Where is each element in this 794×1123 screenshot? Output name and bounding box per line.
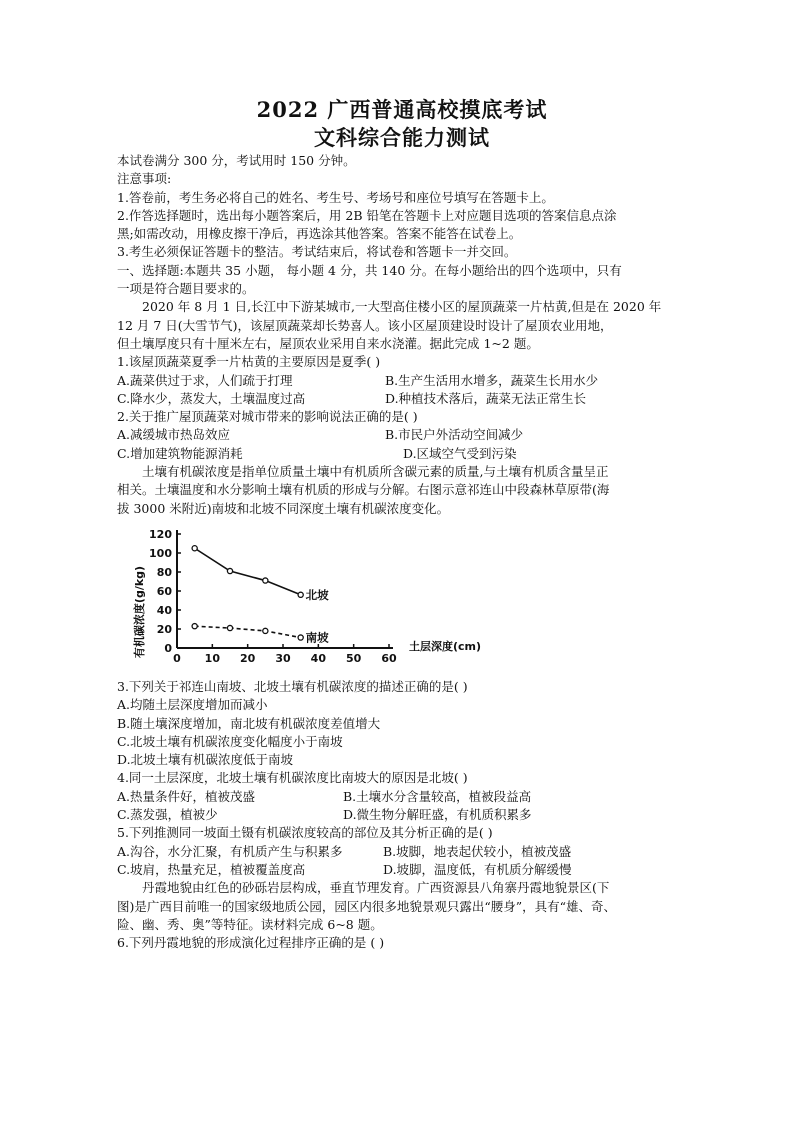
series-label: 南坡 <box>305 630 329 645</box>
passage-line: 2020 年 8 月 1 日,长江中下游某城市,一大型高住楼小区的屋顶蔬菜一片枯黄,但是在 2020 年 <box>142 299 662 315</box>
y-tick-label: 120 <box>149 527 172 541</box>
passage-line: 丹霞地貌由红色的砂砾岩层构成，垂直节理发育。广西资源县八角寨丹霞地貌景区(下 <box>142 880 610 896</box>
question-2 <box>117 408 687 463</box>
instruction-line: 2.作答选择题时，选出每小题答案后，用 2B 铅笔在答题卡上对应题目选项的答案信息点涂 <box>117 207 617 223</box>
passage-line: 土壤有机碳浓度是指单位质量土壤中有机质所含碳元素的质量,与土壤有机质含量呈正 <box>142 464 609 480</box>
passage-line: 险、幽、秀、奥”等特征。读材料完成 6~8 题。 <box>117 916 383 932</box>
section-heading: 一、选择题:本题共 35 小题， 每小题 4 分，共 140 分。在每小题给出的四个选项中，只有 <box>117 262 622 278</box>
x-tick-label: 30 <box>275 651 291 665</box>
question-stem: 5.下列推测同一坡面土镊有机碳浓度较高的部位及其分析正确的是( ) <box>117 825 493 841</box>
y-tick-label: 100 <box>149 546 172 560</box>
instruction-line: 黑;如需改动，用橡皮擦干净后，再选涂其他答案。答案不能答在试卷上。 <box>117 226 522 242</box>
option-d: D.北坡土壤有机碳浓度低于南坡 <box>117 752 294 768</box>
y-tick-label: 20 <box>156 622 172 636</box>
x-tick-label: 40 <box>310 651 326 665</box>
question-6 <box>117 934 687 952</box>
option-b: B.市民户外活动空间减少 <box>385 427 524 443</box>
chart-series <box>192 546 329 645</box>
question-stem: 6.下列丹霞地貌的形成演化过程排序正确的是 ( ) <box>117 935 385 951</box>
data-point <box>192 546 197 551</box>
option-a: A.减缓城市热岛效应 <box>117 427 231 443</box>
data-point <box>192 623 197 628</box>
option-a: A.热量条件好，植被茂盛 <box>117 788 256 804</box>
passage-line: 拔 3000 米附近)南坡和北坡不同深度土壤有机碳浓度变化。 <box>117 500 450 516</box>
x-tick-label: 60 <box>381 651 397 665</box>
option-d: D.坡脚，温度低，有机质分解缓慢 <box>383 861 572 877</box>
option-a: A.均随土层深度增加而减小 <box>117 697 268 713</box>
data-point <box>263 578 268 583</box>
option-a: A.沟谷，水分汇聚，有机质产生与积累多 <box>117 843 343 859</box>
option-d: D.区域空气受到污染 <box>403 445 517 461</box>
question-1 <box>117 353 687 408</box>
passage-danxia <box>117 879 687 934</box>
passage-rooftop <box>117 298 687 353</box>
question-4 <box>117 769 687 824</box>
data-point <box>298 635 303 640</box>
option-c: C.降水少，蒸发大，土壤温度过高 <box>117 390 306 406</box>
option-b: B.坡脚，地表起伏较小，植被茂盛 <box>383 843 572 859</box>
instructions <box>117 152 687 298</box>
option-c: C.蒸发强，植被少 <box>117 807 218 823</box>
y-axis-label: 有机碳浓度(g/kg) <box>133 565 146 659</box>
option-c: C.增加建筑物能源消耗 <box>117 445 243 461</box>
x-tick-label: 20 <box>240 651 256 665</box>
passage-line: 图)是广西目前唯一的国家级地质公园，园区内很多地貌景观只露出“腰身”，具有“雄、奇、 <box>117 898 617 914</box>
option-d: D.微生物分解旺盛，有机质积累多 <box>343 807 532 823</box>
option-c: C.北坡土壤有机碳浓度变化幅度小于南坡 <box>117 733 343 749</box>
option-a: A.蔬菜供过于求，人们疏于打理 <box>117 372 293 388</box>
x-tick-label: 0 <box>173 651 181 665</box>
question-stem: 2.关于推广屋顶蔬菜对城市带来的影响说法正确的是( ) <box>117 409 418 425</box>
x-axis-label: 土层深度(cm) <box>409 639 482 653</box>
y-tick-label: 40 <box>156 603 172 617</box>
data-point <box>227 625 232 630</box>
question-3 <box>117 678 687 769</box>
section-heading: 一项是符合题目要求的。 <box>117 281 255 297</box>
question-stem: 3.下列关于祁连山南坡、北坡土壤有机碳浓度的描述正确的是( ) <box>117 678 468 694</box>
question-5 <box>117 824 687 879</box>
option-c: C.坡肩，热量充足，植被覆盖度高 <box>117 861 306 877</box>
instruction-line: 1.答卷前，考生务必将自己的姓名、考生号、考场号和座位号填写在答题卡上。 <box>117 189 554 205</box>
x-tick-label: 50 <box>346 651 362 665</box>
data-point <box>227 568 232 573</box>
passage-soil-carbon <box>117 463 687 518</box>
chart-axes <box>149 528 397 665</box>
data-point <box>263 628 268 633</box>
series-label: 北坡 <box>305 587 329 602</box>
exam-page <box>117 96 687 952</box>
option-b: B.土壤水分含量较高，植被段益高 <box>343 788 532 804</box>
passage-line: 12 月 7 日(大雪节气)，该屋顶蔬菜却长势喜人。该小区屋顶建设时设计了屋顶农业用地， <box>117 317 613 333</box>
instruction-line: 注意事项: <box>117 171 172 187</box>
option-b: B.随土壤深度增加，南北坡有机碳浓度差值增大 <box>117 715 381 731</box>
series-line-south <box>195 626 301 637</box>
option-d: D.种植技术落后，蔬菜无法正常生长 <box>385 390 587 406</box>
y-tick-label: 0 <box>164 641 172 655</box>
passage-line: 相关。土壤温度和水分影响土壤有机质的形成与分解。右图示意祁连山中段森林草原带(海 <box>117 482 610 498</box>
y-tick-label: 60 <box>156 584 172 598</box>
series-line-north <box>195 548 301 595</box>
question-stem: 4.同一土层深度，北坡土壤有机碳浓度比南坡大的原因是北坡( ) <box>117 770 468 786</box>
instruction-line: 本试卷满分 300 分，考试用时 150 分钟。 <box>117 153 356 168</box>
question-stem: 1.该屋顶蔬菜夏季一片枯黄的主要原因是夏季( ) <box>117 354 381 370</box>
exam-subtitle: 文科综合能力测试 <box>314 125 490 150</box>
passage-line: 但土壤厚度只有十厘米左右，屋顶农业采用自来水浇灌。据此完成 1~2 题。 <box>117 335 539 351</box>
soil-carbon-chart <box>117 522 687 672</box>
y-tick-label: 80 <box>156 565 172 579</box>
option-b: B.生产生活用水增多，蔬菜生长用水少 <box>385 372 599 388</box>
chart-svg <box>117 522 482 672</box>
instruction-line: 3.考生必须保证答题卡的整洁。考试结束后，将试卷和答题卡一并交回。 <box>117 244 517 260</box>
data-point <box>298 592 303 597</box>
exam-title: 2022 广西普通高校摸底考试 <box>256 97 548 122</box>
x-tick-label: 10 <box>204 651 220 665</box>
